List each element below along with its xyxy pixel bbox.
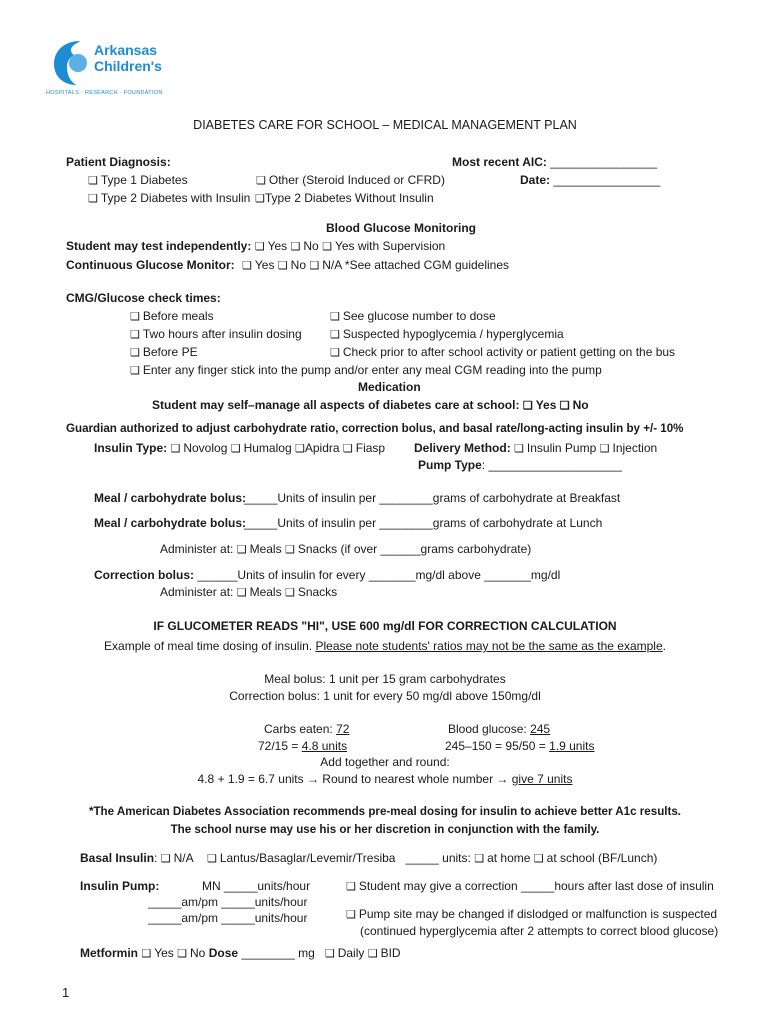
checkbox-icon: ❑ <box>322 241 332 253</box>
diagnosis-label: Patient Diagnosis: <box>66 155 171 169</box>
basal-home-option[interactable]: ❑ at home <box>474 851 531 865</box>
checkbox-icon: ❑ <box>294 443 305 455</box>
checkbox-icon: ❑ <box>284 587 295 599</box>
metformin-bid-option[interactable]: ❑ BID <box>367 946 401 960</box>
checkbox-icon: ❑ <box>330 311 340 323</box>
example-carbs-eaten: Carbs eaten: 72 <box>264 722 350 736</box>
basal-school-option[interactable]: ❑ at school (BF/Lunch) <box>533 851 658 865</box>
medication-heading: Medication <box>358 380 421 394</box>
cgm-na-option[interactable]: ❑ N/A <box>309 258 342 272</box>
checkbox-icon: ❑ <box>290 241 301 253</box>
pump-correction-option[interactable]: ❑ Student may give a correction _____hours after last dose of insulin <box>346 879 714 893</box>
checkbox-icon: ❑ <box>170 443 181 455</box>
child-profile-logo-icon <box>50 37 92 87</box>
checkbox-icon: ❑ <box>514 443 524 455</box>
cgm-options-row <box>242 258 509 272</box>
check-before-meals[interactable]: ❑ Before meals <box>130 309 214 323</box>
administer-row-2: Administer at: ❑ Meals ❑ Snacks <box>160 585 338 599</box>
check-see-glucose[interactable]: ❑ See glucose number to dose <box>330 309 496 323</box>
example-meal-bolus: Meal bolus: 1 unit per 15 gram carbohydrates <box>264 672 506 686</box>
checkbox-icon: ❑ <box>206 853 217 865</box>
basal-type-option[interactable]: ❑ Lantus/Basaglar/Levemir/Tresiba <box>206 851 396 865</box>
example-final-dose: 4.8 + 1.9 = 6.7 units → Round to nearest whole number → give 7 units <box>197 772 573 786</box>
delivery-injection-option[interactable]: ❑ Injection <box>599 441 658 455</box>
administer2-snacks-option[interactable]: ❑ Snacks <box>284 585 338 599</box>
dx-type1-option[interactable]: ❑ Type 1 Diabetes <box>88 173 188 187</box>
check-times-heading: CMG/Glucose check times: <box>66 291 221 305</box>
example-blood-glucose: Blood glucose: 245 <box>448 722 551 736</box>
meal-bolus-breakfast-field[interactable]: _____Units of insulin per ________grams of carbohydrate at Breakfast <box>244 491 621 505</box>
delivery-method-row: Delivery Method: ❑ Insulin Pump ❑ Injection <box>414 441 658 455</box>
ada-note-line-1: *The American Diabetes Association recommends pre-meal dosing for insulin to achieve better A1c results. <box>88 805 682 818</box>
checkbox-icon: ❑ <box>160 853 171 865</box>
self-manage-no-option[interactable]: ❑ No <box>559 398 589 412</box>
test-yes-option[interactable]: ❑ Yes <box>254 239 288 253</box>
dx-other-option[interactable]: ❑ Other (Steroid Induced or CFRD) <box>256 173 445 187</box>
checkbox-icon: ❑ <box>367 948 378 960</box>
logo-line-2: Children's <box>94 58 162 74</box>
page-title: DIABETES CARE FOR SCHOOL – MEDICAL MANAGEMENT PLAN <box>193 118 577 132</box>
checkbox-icon: ❑ <box>277 260 288 272</box>
checkbox-icon: ❑ <box>346 881 356 893</box>
self-manage-row: Student may self–manage all aspects of diabetes care at school: ❑ Yes ❑ No <box>152 398 589 412</box>
checkbox-icon: ❑ <box>130 347 140 359</box>
metformin-yes-option[interactable]: ❑ Yes <box>141 946 174 960</box>
administer2-meals-option[interactable]: ❑ Meals <box>236 585 282 599</box>
metformin-row: Metformin ❑ Yes ❑ No Dose ________ mg ❑ Daily ❑ BID <box>80 946 401 960</box>
cgm-yes-option[interactable]: ❑ Yes <box>242 258 275 272</box>
cgm-note: *See attached CGM guidelines <box>344 258 510 272</box>
checkbox-icon: ❑ <box>255 193 265 205</box>
example-correction-bolus: Correction bolus: 1 unit for every 50 mg/dl above 150mg/dl <box>229 689 541 703</box>
checkbox-icon: ❑ <box>324 948 335 960</box>
checkbox-icon: ❑ <box>141 948 152 960</box>
check-two-hours[interactable]: ❑ Two hours after insulin dosing <box>130 327 302 341</box>
checkbox-icon: ❑ <box>256 175 266 187</box>
pump-basal-row3-field[interactable]: _____am/pm _____units/hour <box>148 911 308 925</box>
test-supervision-option[interactable]: ❑ Yes with Supervision <box>322 239 446 253</box>
correction-bolus-row[interactable]: Correction bolus: ______Units of insulin for every _______mg/dl above _______mg/dl <box>94 568 561 582</box>
checkbox-icon: ❑ <box>230 443 241 455</box>
metformin-dose-field[interactable]: ________ mg <box>241 946 315 960</box>
basal-na-option[interactable]: ❑ N/A <box>160 851 194 865</box>
basal-insulin-row: Basal Insulin: ❑ N/A ❑ Lantus/Basaglar/Levemir/Tresiba _____ units: ❑ at home ❑ at school (BF/Lunch) <box>80 851 658 865</box>
administer-row-1: Administer at: ❑ Meals ❑ Snacks (if over ______grams carbohydrate) <box>160 542 532 556</box>
meal-bolus-lunch-field[interactable]: _____Units of insulin per ________grams of carbohydrate at Lunch <box>244 516 603 530</box>
checkbox-icon: ❑ <box>330 329 340 341</box>
basal-units-field[interactable]: _____ units: <box>405 851 471 865</box>
page-number: 1 <box>62 985 70 1000</box>
meal-bolus-label-breakfast: Meal / carbohydrate bolus: <box>94 491 247 505</box>
meal-bolus-label-lunch: Meal / carbohydrate bolus: <box>94 516 247 530</box>
checkbox-icon: ❑ <box>254 241 265 253</box>
dx-type2-no-insulin-option[interactable]: ❑Type 2 Diabetes Without Insulin <box>255 191 434 205</box>
checkbox-icon: ❑ <box>342 443 353 455</box>
delivery-pump-option[interactable]: ❑ Insulin Pump <box>514 441 597 455</box>
checkbox-icon: ❑ <box>284 544 295 556</box>
insulin-pump-label: Insulin Pump: <box>80 879 160 893</box>
insulin-apidra-option[interactable]: ❑Apidra <box>294 441 340 455</box>
insulin-novolog-option[interactable]: ❑ Novolog <box>170 441 228 455</box>
example-bg-calc: 245–150 = 95/50 = 1.9 units <box>445 739 595 753</box>
check-suspected[interactable]: ❑ Suspected hypoglycemia / hyperglycemia <box>330 327 564 341</box>
checkbox-icon: ❑ <box>130 329 140 341</box>
checkbox-icon: ❑ <box>130 311 140 323</box>
checkbox-icon: ❑ <box>533 853 544 865</box>
checkbox-icon: ❑ <box>330 347 340 359</box>
glucometer-hi-heading: IF GLUCOMETER READS "HI", USE 600 mg/dl FOR CORRECTION CALCULATION <box>153 619 617 633</box>
bg-monitoring-heading: Blood Glucose Monitoring <box>326 221 476 235</box>
checkbox-icon: ❑ <box>88 175 98 187</box>
metformin-daily-option[interactable]: ❑ Daily <box>324 946 365 960</box>
insulin-fiasp-option[interactable]: ❑ Fiasp <box>342 441 386 455</box>
test-no-option[interactable]: ❑ No <box>290 239 319 253</box>
checkbox-icon: ❑ <box>177 948 188 960</box>
checkbox-icon: ❑ <box>346 909 356 921</box>
administer-meals-option[interactable]: ❑ Meals <box>236 542 282 556</box>
logo-line-1: Arkansas <box>94 42 158 58</box>
test-independently-row: Student may test independently: ❑ Yes ❑ No ❑ Yes with Supervision <box>66 239 446 253</box>
check-after-school[interactable]: ❑ Check prior to after school activity or patient getting on the bus <box>330 345 676 359</box>
pump-type-field[interactable]: Pump Type: ____________________ <box>418 458 622 472</box>
checkbox-icon: ❑ <box>474 853 485 865</box>
checkbox-icon: ❑ <box>559 400 570 412</box>
insulin-type-row: Insulin Type: ❑ Novolog ❑ Humalog ❑Apidra ❑ Fiasp <box>94 441 386 455</box>
metformin-no-option[interactable]: ❑ No <box>177 946 206 960</box>
ada-note-line-2: The school nurse may use his or her discretion in conjunction with the family. <box>170 823 600 836</box>
checkbox-icon: ❑ <box>309 260 320 272</box>
checkbox-icon: ❑ <box>130 365 140 377</box>
cgm-no-option[interactable]: ❑ No <box>277 258 307 272</box>
check-enter-finger-stick[interactable]: ❑ Enter any finger stick into the pump and/or enter any meal CGM reading into the pump <box>130 363 602 377</box>
a1c-date-field[interactable]: Date: ________________ <box>520 173 661 187</box>
cgm-label: Continuous Glucose Monitor: <box>66 258 235 272</box>
checkbox-icon: ❑ <box>236 544 247 556</box>
pump-site-option[interactable]: ❑ Pump site may be changed if dislodged or malfunction is suspected <box>346 907 718 921</box>
insulin-humalog-option[interactable]: ❑ Humalog <box>230 441 292 455</box>
checkbox-icon: ❑ <box>242 260 252 272</box>
checkbox-icon: ❑ <box>236 587 247 599</box>
pump-basal-row2-field[interactable]: _____am/pm _____units/hour <box>148 895 308 909</box>
checkbox-icon: ❑ <box>88 193 98 205</box>
example-intro: Example of meal time dosing of insulin. Please note students' ratios may not be the same as the example. <box>104 639 666 653</box>
administer-snacks-option[interactable]: ❑ Snacks (if over ______grams carbohydrate) <box>284 542 532 556</box>
example-add-round: Add together and round: <box>320 755 450 769</box>
example-carbs-calc: 72/15 = 4.8 units <box>258 739 348 753</box>
guardian-authorization: Guardian authorized to adjust carbohydrate ratio, correction bolus, and basal rate/long-acting insulin by +/- 10% <box>66 422 684 435</box>
checkbox-icon: ❑ <box>522 400 533 412</box>
checkbox-icon: ❑ <box>599 443 610 455</box>
pump-site-note: (continued hyperglycemia after 2 attempts to correct blood glucose) <box>360 924 719 938</box>
dx-type2-insulin-option[interactable]: ❑ Type 2 Diabetes with Insulin <box>88 191 251 205</box>
check-before-pe[interactable]: ❑ Before PE <box>130 345 198 359</box>
pump-basal-mn-field[interactable]: MN _____units/hour <box>202 879 311 893</box>
a1c-field[interactable]: Most recent AIC: ________________ <box>452 155 658 169</box>
logo-tagline: HOSPITALS · RESEARCH · FOUNDATION <box>46 90 163 96</box>
self-manage-yes-option[interactable]: ❑ Yes <box>522 398 557 412</box>
